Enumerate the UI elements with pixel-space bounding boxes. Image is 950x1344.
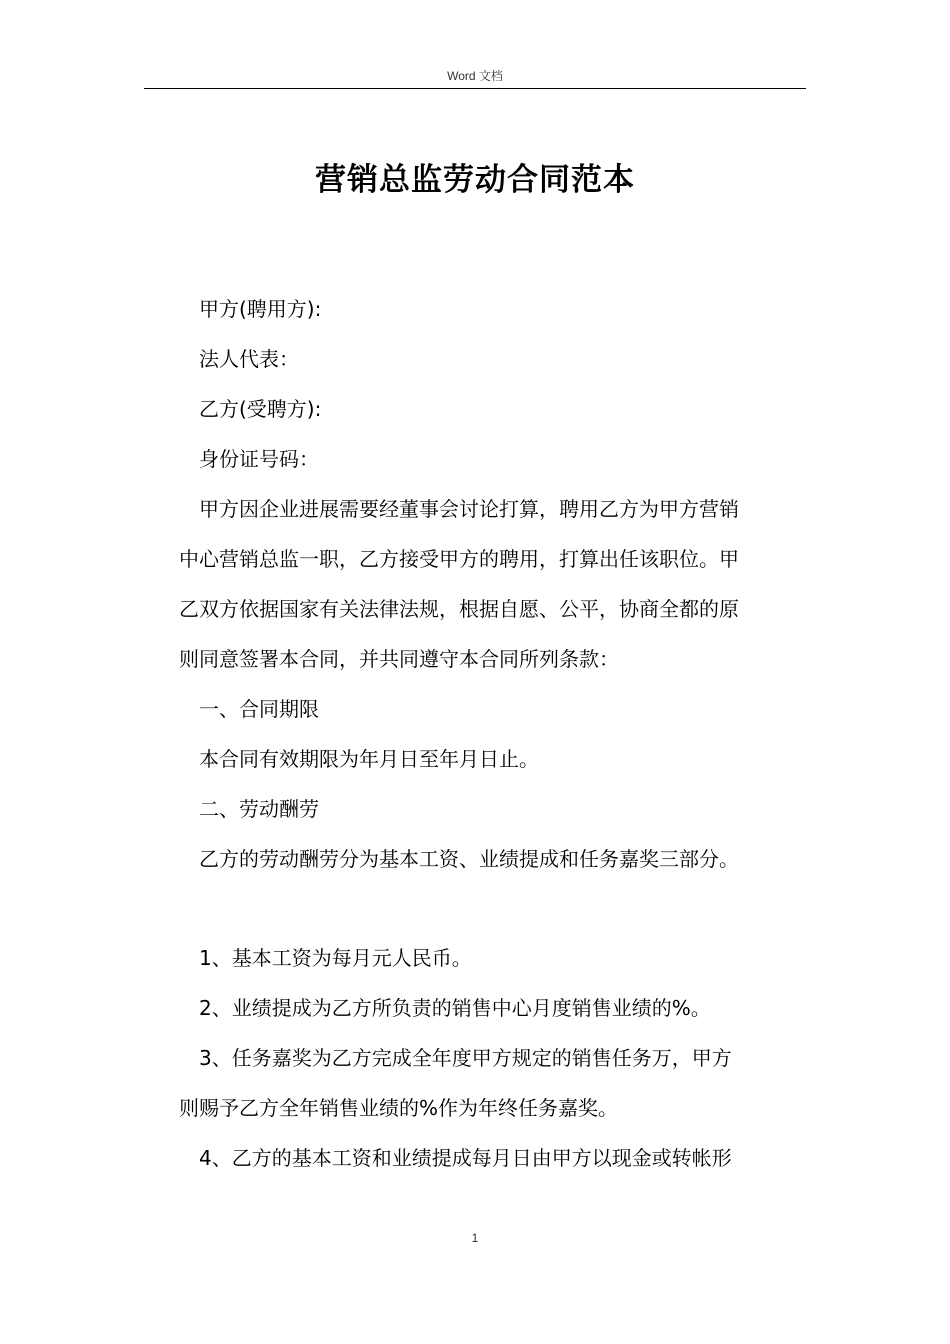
intro-line-3: 乙双方依据国家有关法律法规，根据自愿、公平，协商全都的原	[179, 597, 739, 621]
legal-rep-line: 法人代表：	[199, 347, 299, 371]
item-4-line-1: 4、乙方的基本工资和业绩提成每月日由甲方以现金或转帐形	[199, 1146, 732, 1170]
intro-line-2: 中心营销总监一职，乙方接受甲方的聘用，打算出任该职位。甲	[179, 547, 739, 571]
party-b-line: 乙方(受聘方):	[199, 397, 322, 421]
document-title: 营销总监劳动合同范本	[315, 162, 635, 198]
page-number: 1	[471, 1231, 479, 1245]
item-3-line-2: 则赐予乙方全年销售业绩的%作为年终任务嘉奖。	[179, 1096, 619, 1120]
id-number-line: 身份证号码：	[199, 447, 319, 471]
section-1-text: 本合同有效期限为年月日至年月日止。	[199, 747, 539, 771]
intro-line-4: 则同意签署本合同，并共同遵守本合同所列条款：	[179, 647, 619, 671]
item-1: 1、基本工资为每月元人民币。	[199, 946, 472, 970]
party-a-line: 甲方(聘用方):	[199, 297, 322, 321]
item-3-line-1: 3、任务嘉奖为乙方完成全年度甲方规定的销售任务万，甲方	[199, 1046, 732, 1070]
section-2-text: 乙方的劳动酬劳分为基本工资、业绩提成和任务嘉奖三部分。	[199, 847, 739, 871]
section-2-heading: 二、劳动酬劳	[199, 797, 319, 821]
page-header: Word 文档	[144, 66, 806, 89]
item-2: 2、业绩提成为乙方所负责的销售中心月度销售业绩的%。	[199, 996, 711, 1020]
intro-line-1: 甲方因企业进展需要经董事会讨论打算，聘用乙方为甲方营销	[199, 497, 739, 521]
section-1-heading: 一、合同期限	[199, 697, 319, 721]
